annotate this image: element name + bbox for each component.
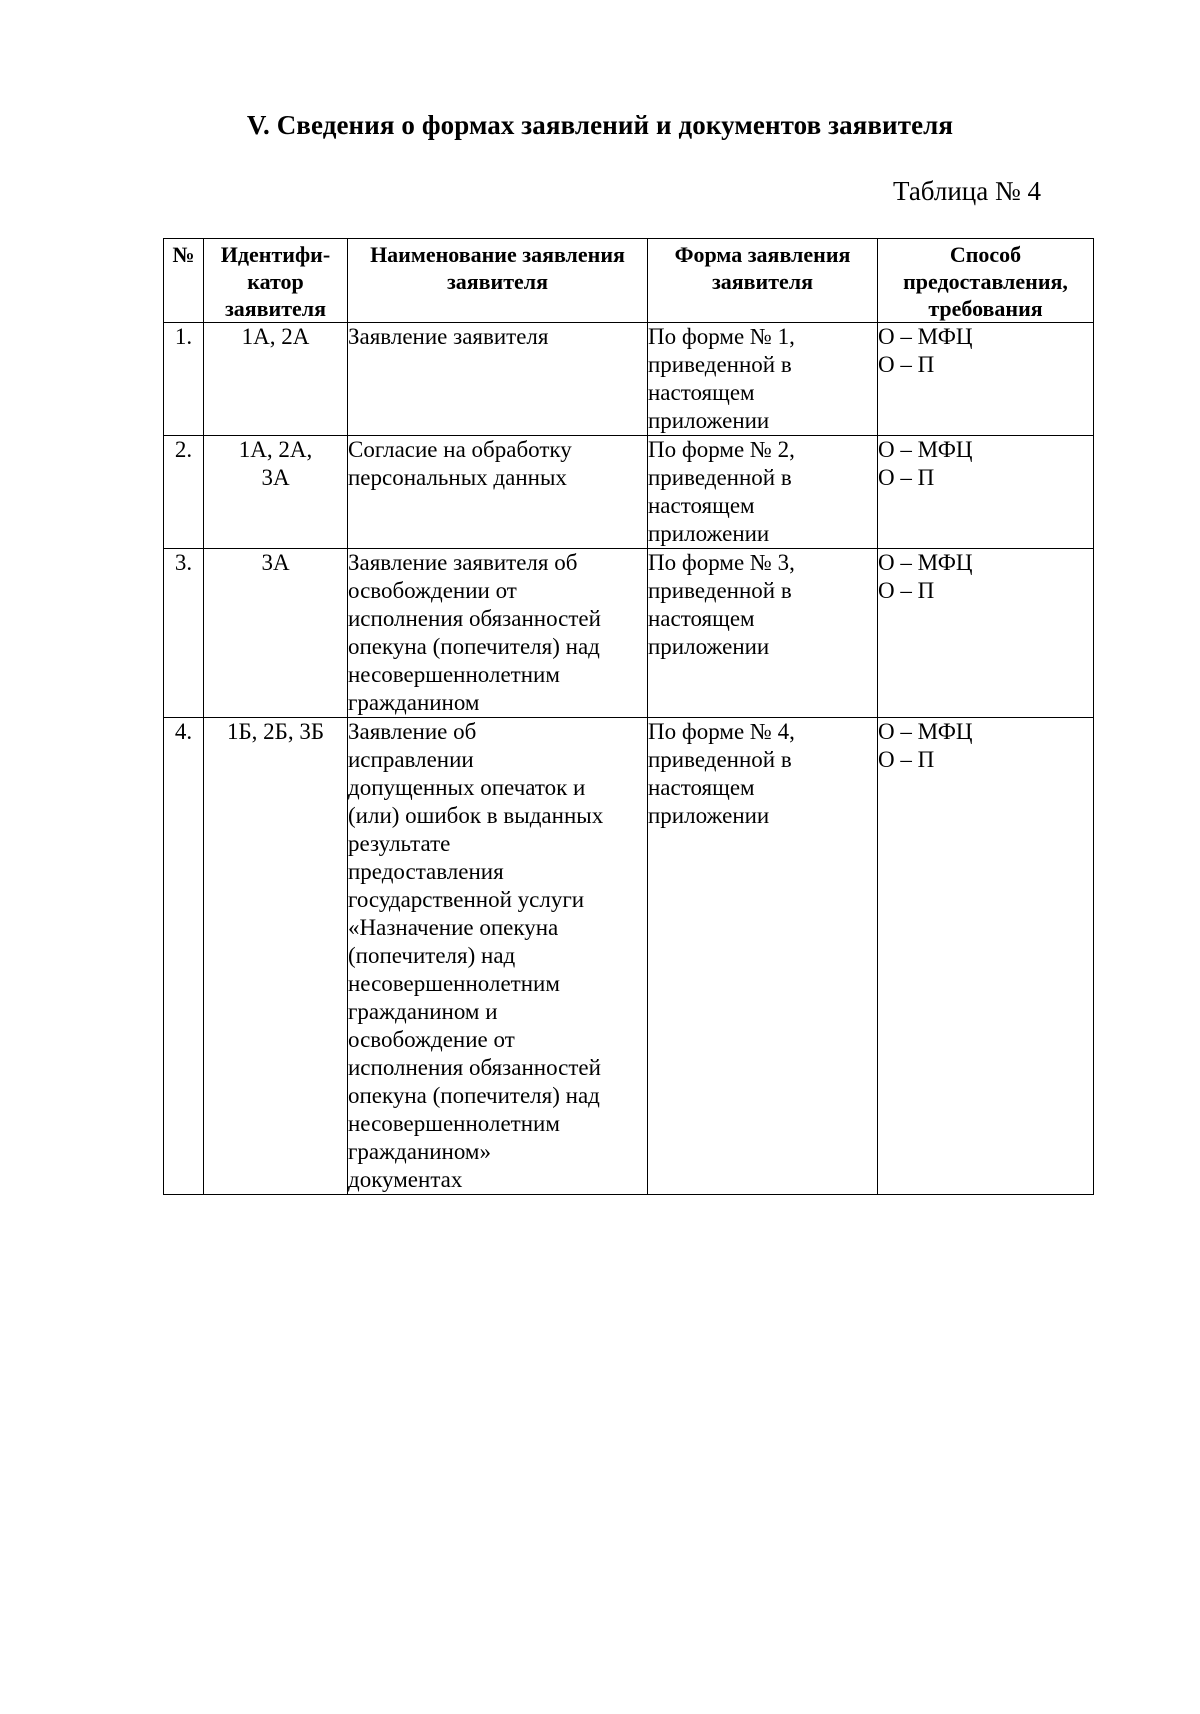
row-number: 1. <box>164 323 204 436</box>
header-form <box>648 239 878 323</box>
application-form <box>648 718 878 1195</box>
header-method <box>878 239 1094 323</box>
cell-line: 3А <box>261 465 290 490</box>
submission-method <box>878 718 1094 1195</box>
table-row <box>164 436 1094 549</box>
cell-line: настоящем <box>648 775 755 800</box>
cell-line: 1А, 2А <box>241 324 310 349</box>
cell-line: несовершеннолетним <box>348 662 560 687</box>
submission-method <box>878 323 1094 436</box>
cell-line: документах <box>348 1167 463 1192</box>
header-line: требования <box>928 296 1043 321</box>
cell-line: Согласие на обработку <box>348 437 572 462</box>
row-number: 2. <box>164 436 204 549</box>
applicant-identifier <box>204 323 348 436</box>
cell-line: 1А, 2А, <box>238 437 313 462</box>
cell-line: приложении <box>648 634 770 659</box>
submission-method <box>878 549 1094 718</box>
cell-line: По форме № 2, <box>648 437 795 462</box>
header-num-label: № <box>172 242 195 267</box>
cell-line: По форме № 1, <box>648 324 795 349</box>
cell-line: персональных данных <box>348 465 567 490</box>
cell-line: освобождение от <box>348 1027 515 1052</box>
cell-line: опекуна (попечителя) над <box>348 634 600 659</box>
header-line: Наименование заявления <box>370 242 625 267</box>
header-num <box>164 239 204 323</box>
header-line: заявителя <box>446 269 549 294</box>
applications-forms-table <box>163 238 1094 1195</box>
cell-line: приведенной в <box>648 747 792 772</box>
cell-line: О – П <box>878 578 935 603</box>
header-identifier <box>204 239 348 323</box>
submission-method <box>878 436 1094 549</box>
cell-line: О – МФЦ <box>878 719 973 744</box>
cell-line: опекуна (попечителя) над <box>348 1083 600 1108</box>
cell-line: приложении <box>648 408 770 433</box>
table-caption: Таблица № 4 <box>893 176 1041 206</box>
cell-line: настоящем <box>648 606 755 631</box>
application-form <box>648 323 878 436</box>
application-name <box>348 718 648 1195</box>
application-name <box>348 323 648 436</box>
page-title: V. Сведения о формах заявлений и документов заявителя <box>246 110 954 140</box>
cell-line: О – П <box>878 747 935 772</box>
cell-line: О – МФЦ <box>878 324 973 349</box>
table-row <box>164 718 1094 1195</box>
cell-line: О – МФЦ <box>878 550 973 575</box>
cell-line: 3А <box>261 550 290 575</box>
cell-line: исправлении <box>348 747 474 772</box>
cell-line: гражданином» <box>348 1139 491 1164</box>
cell-line: допущенных опечаток и <box>348 775 586 800</box>
application-form <box>648 436 878 549</box>
cell-line: гражданином и <box>348 999 498 1024</box>
table-row <box>164 549 1094 718</box>
cell-line: О – МФЦ <box>878 437 973 462</box>
application-name <box>348 549 648 718</box>
cell-line: приведенной в <box>648 465 792 490</box>
cell-line: государственной услуги <box>348 887 585 912</box>
cell-line: приведенной в <box>648 578 792 603</box>
applicant-identifier <box>204 549 348 718</box>
row-number: 3. <box>164 549 204 718</box>
cell-line: приведенной в <box>648 352 792 377</box>
cell-line: настоящем <box>648 493 755 518</box>
header-line: Форма заявления <box>674 242 851 267</box>
cell-line: освобождении от <box>348 578 517 603</box>
applicant-identifier <box>204 436 348 549</box>
applicant-identifier <box>204 718 348 1195</box>
cell-line: По форме № 4, <box>648 719 795 744</box>
application-form <box>648 549 878 718</box>
header-line: заявителя <box>711 269 814 294</box>
cell-line: приложении <box>648 521 770 546</box>
cell-line: 1Б, 2Б, 3Б <box>226 719 325 744</box>
header-line: катор <box>247 269 304 294</box>
cell-line: исполнения обязанностей <box>348 1055 601 1080</box>
cell-line: несовершеннолетним <box>348 1111 560 1136</box>
cell-line: Заявление об <box>348 719 477 744</box>
table-header-row <box>164 239 1094 323</box>
cell-line: «Назначение опекуна <box>348 915 559 940</box>
cell-line: приложении <box>648 803 770 828</box>
cell-line: предоставления <box>348 859 504 884</box>
cell-line: Заявление заявителя <box>348 324 549 349</box>
cell-line: исполнения обязанностей <box>348 606 601 631</box>
header-line: предоставления, <box>903 269 1068 294</box>
header-name <box>348 239 648 323</box>
header-line: заявителя <box>224 296 327 321</box>
cell-line: гражданином <box>348 690 480 715</box>
header-line: Способ <box>949 242 1022 267</box>
application-name <box>348 436 648 549</box>
cell-line: (попечителя) над <box>348 943 516 968</box>
cell-line: результате <box>348 831 451 856</box>
header-line: Идентифи- <box>220 242 331 267</box>
cell-line: несовершеннолетним <box>348 971 560 996</box>
table-row <box>164 323 1094 436</box>
cell-line: О – П <box>878 465 935 490</box>
cell-line: О – П <box>878 352 935 377</box>
cell-line: Заявление заявителя об <box>348 550 578 575</box>
cell-line: настоящем <box>648 380 755 405</box>
cell-line: По форме № 3, <box>648 550 795 575</box>
row-number: 4. <box>164 718 204 1195</box>
cell-line: (или) ошибок в выданных <box>348 803 604 828</box>
